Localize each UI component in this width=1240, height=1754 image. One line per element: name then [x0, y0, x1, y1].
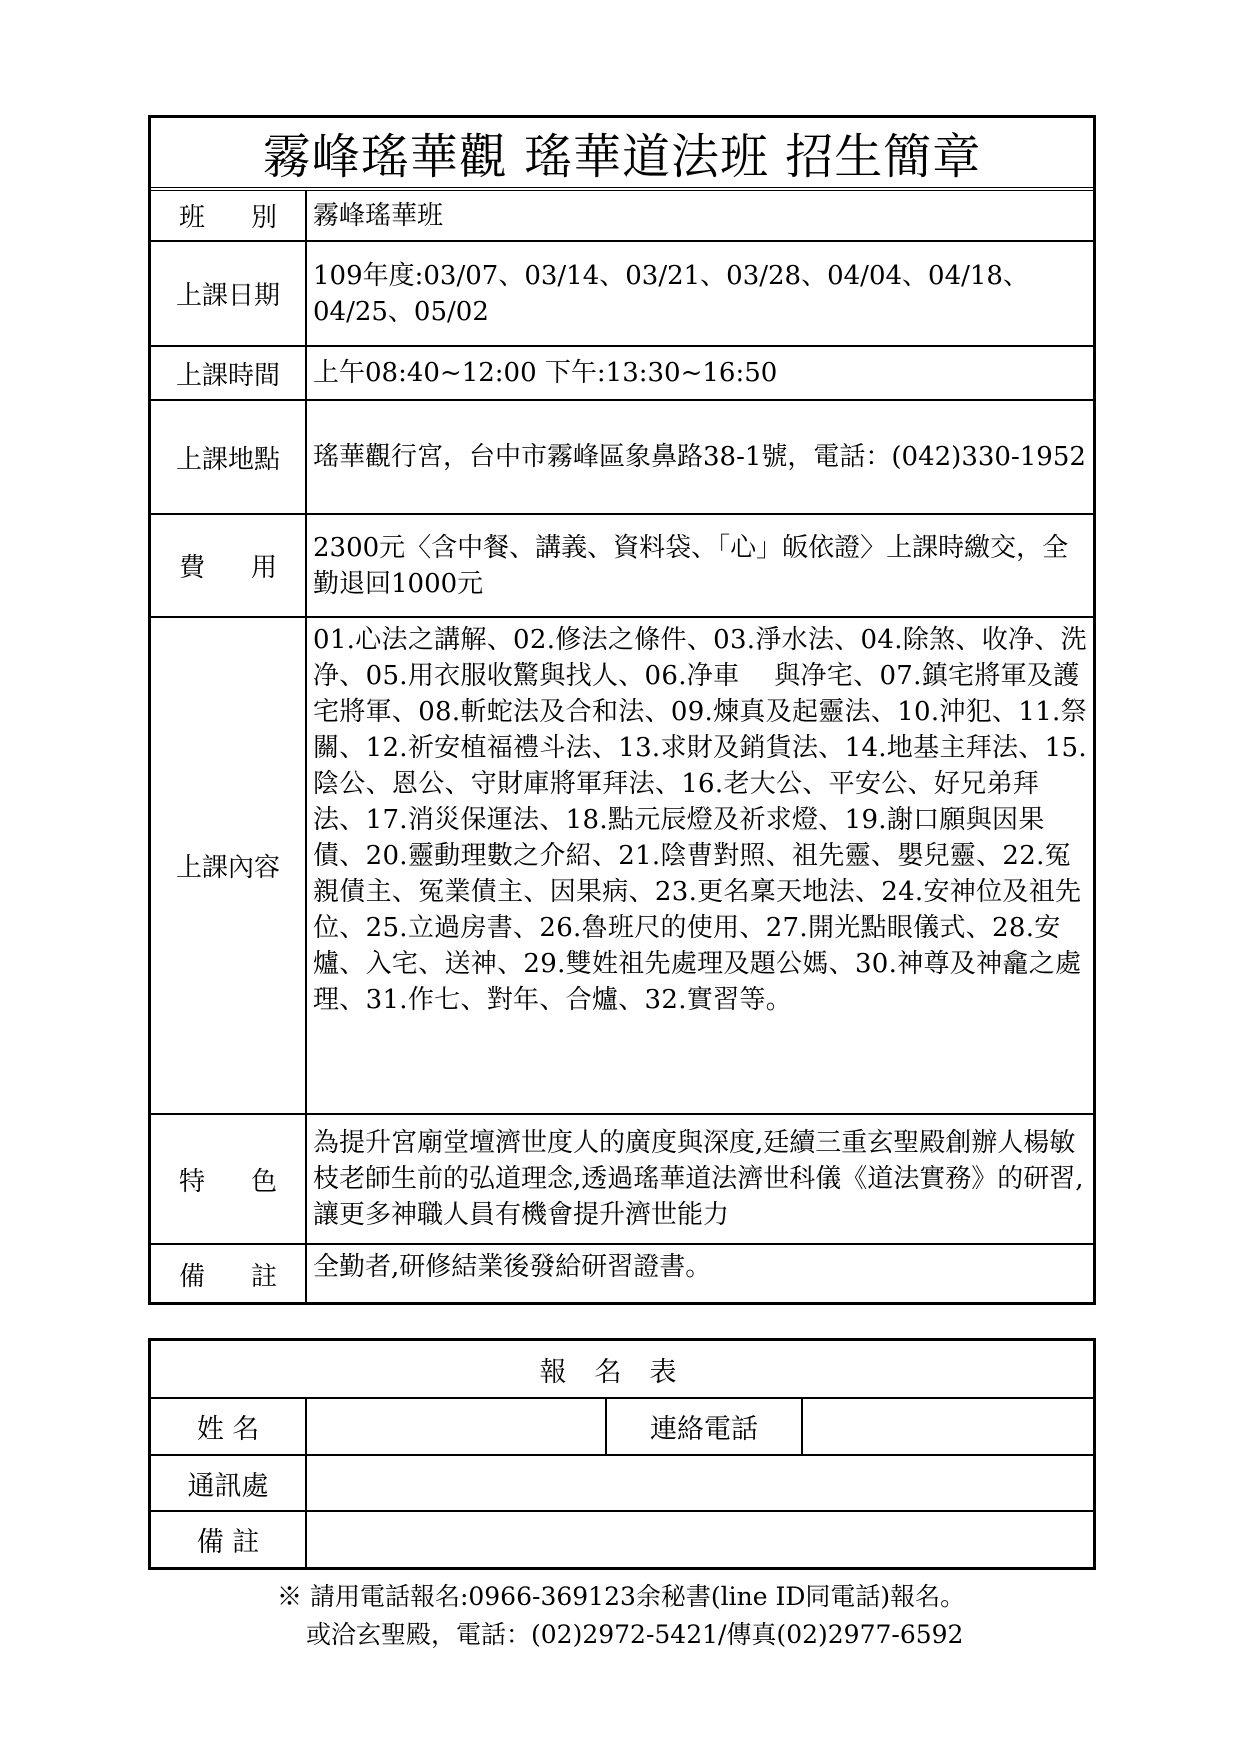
- time-label: 上課時間: [151, 346, 306, 400]
- registration-title: 報名表: [151, 1341, 1093, 1398]
- phone-field[interactable]: [802, 1398, 1093, 1455]
- feature-label: 特色: [151, 1114, 306, 1244]
- dates-label: 上課日期: [151, 241, 306, 346]
- address-label: 通訊處: [151, 1455, 306, 1511]
- note-line-2: 或洽玄聖殿，電話：(02)2972-5421/傳真(02)2977-6592: [306, 1620, 964, 1649]
- address-field[interactable]: [306, 1455, 1093, 1511]
- brochure-table: [148, 115, 1096, 1305]
- name-label: 姓 名: [151, 1398, 306, 1455]
- registration-form: [148, 1338, 1096, 1570]
- content-value: 01.心法之講解、02.修法之條件、03.淨水法、04.除煞、收净、洗净、05.用衣服收驚與找人、06.净車 與净宅、07.鎮宅將軍及護宅將軍、08.斬蛇法及合和法、09.煉真及起靈法、10.沖犯、11.祭關、12.祈安植福禮斗法、13.求財及銷貨法、14.地基主拜法、15.陰公、恩公、守財庫將軍拜法、16.老大公、平安公、好兄弟拜法、17.消災保運法、18.點元辰燈及祈求燈、19.謝口願與因果債、20.靈動理數之介紹、21.陰曹對照、祖先靈、嬰兒靈、22.冤親債主、冤業債主、因果病、23.更名稟天地法、24.安神位及祖先位、25.立過房書、26.魯班尺的使用、27.開光點眼儀式、28.安爐、入宅、送神、29.雙姓祖先處理及題公媽、30.神尊及神龕之處理、31.作七、對年、合爐、32.實習等。: [306, 617, 1093, 1114]
- info-table: [151, 118, 1093, 1303]
- feature-value: 為提升宮廟堂壇濟世度人的廣度與深度,廷續三重玄聖殿創辦人楊敏枝老師生前的弘道理念,透過瑤華道法濟世科儀《道法實務》的研習,讓更多神職人員有機會提升濟世能力: [306, 1114, 1093, 1244]
- location-value: 瑤華觀行宮，台中市霧峰區象鼻路38-1號，電話：(042)330-1952: [306, 400, 1093, 514]
- name-field[interactable]: [306, 1398, 606, 1455]
- class-value: 霧峰瑤華班: [306, 189, 1093, 241]
- fee-label: 費用: [151, 514, 306, 617]
- page-title: 霧峰瑤華觀 瑤華道法班 招生簡章: [151, 118, 1093, 189]
- content-label: 上課內容: [151, 617, 306, 1114]
- class-label: 班別: [151, 189, 306, 241]
- note-line-1: ※ 請用電話報名:0966-369123余秘書(line ID同電話)報名。: [277, 1582, 966, 1611]
- location-label: 上課地點: [151, 400, 306, 514]
- registration-table: [151, 1341, 1093, 1567]
- time-value: 上午08:40~12:00 下午:13:30~16:50: [306, 346, 1093, 400]
- fee-value: 2300元〈含中餐、講義、資料袋、「心」皈依證〉上課時繳交，全勤退回1000元: [306, 514, 1093, 617]
- registration-remark-label: 備 註: [151, 1511, 306, 1567]
- remark-value: 全勤者,研修結業後發給研習證書。: [306, 1244, 1093, 1303]
- dates-value: 109年度:03/07、03/14、03/21、03/28、04/04、04/18、04/25、05/02: [306, 241, 1093, 346]
- phone-label: 連絡電話: [606, 1398, 802, 1455]
- remark-label: 備註: [151, 1244, 306, 1303]
- registration-remark-field[interactable]: [306, 1511, 1093, 1567]
